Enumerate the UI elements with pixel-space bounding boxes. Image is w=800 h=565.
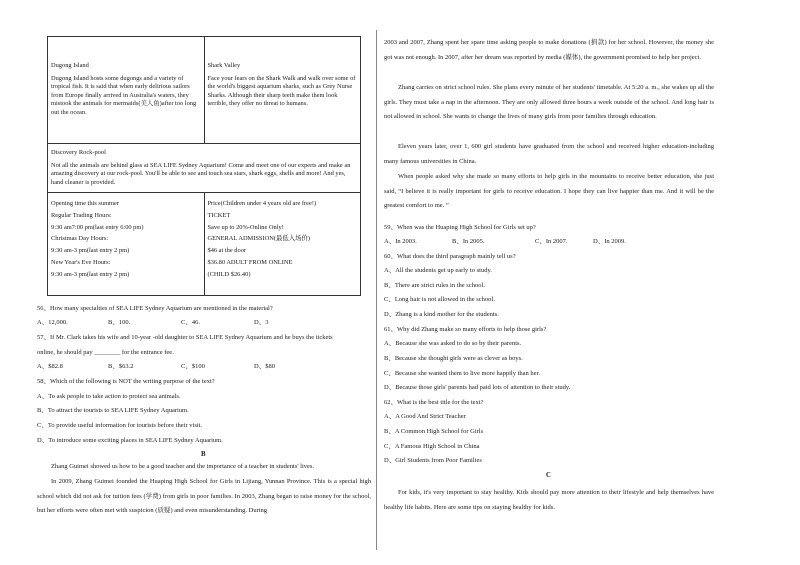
question-56: 56、How many specialties of SEA LIFE Sydney Aquarium are mentioned in the material?: [37, 305, 273, 312]
rockpool-title: Discovery Rock-pool: [51, 149, 106, 156]
hours-line: Christmas Day Hours:: [51, 235, 109, 243]
passage-b-paragraph: In 2009, Zhang Guimei founded the Huaping High School for Girls in Lijiang, Yunnan Province. This is a special high school which did not ask for tuition fees (学费) from girls in poor families. In 2003, Zhang began to raise money for the school, but her efforts were often met with suspicion (质疑) and even misunderstanding. During: [37, 478, 371, 515]
dugong-island-title: Dugong Island: [51, 62, 89, 69]
hours-line: New Year's Eve Hours:: [51, 258, 111, 266]
price-line: TICKET: [207, 211, 231, 219]
column-divider: [376, 30, 377, 550]
option: C、$100: [181, 363, 205, 370]
option: D、To introduce some exciting places in SEA LIFE Sydney Aquarium.: [37, 437, 223, 444]
option: D、3: [254, 319, 269, 326]
option: D、$80: [254, 363, 275, 370]
option: C、To provide useful information for tourists before their visit.: [37, 422, 203, 429]
option: D、Girl Students from Poor Families: [384, 457, 482, 464]
question-58: 58、Which of the following is NOT the writing purpose of the text?: [37, 378, 215, 385]
option: B、A Common High School for Girls: [384, 428, 484, 435]
option: D、In 2009.: [593, 238, 626, 245]
option: B、There are strict rules in the school.: [384, 282, 485, 289]
rockpool-cell: [48, 144, 361, 193]
question-59-options: [384, 238, 626, 246]
shark-valley-cell: [204, 37, 361, 144]
option: A、Because she was asked to do so by their parents.: [384, 340, 522, 347]
question-60: 60、What does the third paragraph mainly tell us?: [384, 253, 516, 260]
option: B、In 2005.: [452, 238, 485, 245]
aquarium-info-table: [47, 36, 361, 296]
option: D、Zhang is a kind mother for the students.: [384, 311, 499, 318]
section-c-heading: C: [546, 472, 551, 479]
passage-c-paragraph: For kids, it's very important to stay healthy. Kids should pay more attention to their lifestyle and help themselves have healthy life habits. Here are some tips on staying healthy for kids.: [384, 489, 714, 511]
rockpool-text: Not all the animals are behind glass at SEA LIFE Sydney Aquarium! Come and meet one of our experts and make an amazing discovery at our rock-pool. You'll be able to see and touch sea stars, shark eggs, shells and more! And yes, hand cleaner is provided.: [51, 161, 351, 186]
hours-line: 9:30 am-3 pm(last entry 2 pm): [51, 247, 130, 255]
price-line: $36.80 ADULT FROM ONLINE: [207, 258, 293, 266]
price-line: $46 at the door: [207, 247, 247, 255]
shark-valley-text: Face your fears on the Shark Walk and walk over some of the world's biggest aquarium sharks, such as Grey Nurse Sharks. Although their sharp teeth make them look terrible, they offer no threat to humans.: [207, 74, 356, 108]
passage-b-paragraph: 2003 and 2007, Zhang spent her spare time asking people to make donations (捐款) for her school. However, the money she got was not enough. In 2007, after her dream was reported by media (媒体), the government promised to help her project.: [384, 39, 714, 61]
option: A、A Good And Strict Teacher: [384, 413, 466, 420]
hours-line: 9:30 am7:00 pm(last entry 6:00 pm): [51, 223, 144, 231]
option: C、Long hair is not allowed in the school.: [384, 296, 495, 303]
option: C、A Famous High School in China: [384, 443, 480, 450]
option: C、In 2007.: [535, 238, 568, 245]
passage-b-paragraph: Eleven years later, over 1, 600 girl students have graduated from the school and received higher education-including many famous universities in China.: [384, 143, 714, 165]
option: D、Because those girls' parents had paid lots of attention to their study.: [384, 384, 571, 391]
option: C、Because she wanted them to live more happily than her.: [384, 370, 540, 377]
price-line: Save up to 20%-Online Only!: [207, 223, 284, 231]
option: A、To ask people to take action to protect sea animals.: [37, 393, 181, 400]
option: A、$82.8: [37, 363, 63, 370]
section-b-heading: B: [201, 451, 206, 458]
option: A、12,000.: [37, 319, 68, 326]
passage-b-paragraph: Zhang Guimei showed us how to be a good teacher and the importance of a teacher in students' lives.: [51, 463, 315, 470]
question-61: 61、Why did Zhang make so many efforts to help those girls?: [384, 326, 547, 333]
passage-b-paragraph: When people asked why she made so many efforts to help girls in the mountains to receive better education, she just said, “I believe it is really important for girls to receive education. I hope they can live happier than me. And it will be the greatest comfort to me. ”: [384, 173, 714, 210]
question-56-options: [37, 319, 268, 327]
question-57: 57、If Mr. Clark takes his wife and 10-year -old daughter to SEA LIFE Sydney Aquarium and he buys the tickets: [37, 334, 333, 341]
option: B、Because she thought girls were as clever as boys.: [384, 355, 523, 362]
price-line: GENERAL ADMISSION(最低入场价): [207, 235, 311, 243]
hours-line: 9:30 am-3 pm(last entry 2 pm): [51, 270, 130, 278]
dugong-island-cell: [48, 37, 205, 144]
hours-line: Opening time this summer: [51, 200, 119, 207]
option: B、100.: [108, 319, 131, 326]
dugong-island-text: Dugong Island hosts some dugongs and a variety of tropical fish. It is said that when early delirious sailors from Europe finally arrived in Australia's waters, they mistook the animals for mermaids(美人鱼)after too long out the ocean.: [51, 74, 197, 116]
price-line: Price(Children under 4 years old are free!): [207, 200, 317, 207]
option: C、46.: [181, 319, 200, 326]
option: B、$63.2: [108, 363, 134, 370]
opening-hours-cell: [48, 193, 205, 296]
question-57-options: [37, 363, 275, 371]
hours-line: Regular Trading Hours:: [51, 211, 112, 219]
prices-cell: [204, 193, 361, 296]
question-62: 62、What is the best title for the text?: [384, 399, 484, 406]
passage-b-paragraph: Zhang carries on strict school rules. She plans every minute of her students' timetable. At 5:20 a. m., she wakes up all the girls. They must take a nap in the afternoon. They are only allowed three hours a week outside of the school. And long hair is not allowed in school. She wants to change the lives of many girls from poor families through education.: [384, 84, 714, 121]
question-59: 59、When was the Huaping High School for Girls set up?: [384, 224, 536, 231]
option: B、To attract the tourists to SEA LIFE Sydney Aquarium.: [37, 407, 189, 414]
option: A、In 2003.: [384, 238, 417, 245]
price-line: (CHILD $26.40): [207, 270, 251, 278]
option: A、All the students get up early to study.: [384, 267, 492, 274]
shark-valley-title: Shark Valley: [207, 62, 241, 69]
question-57-cont: online, he should pay ________ for the entrance fee.: [37, 349, 174, 356]
